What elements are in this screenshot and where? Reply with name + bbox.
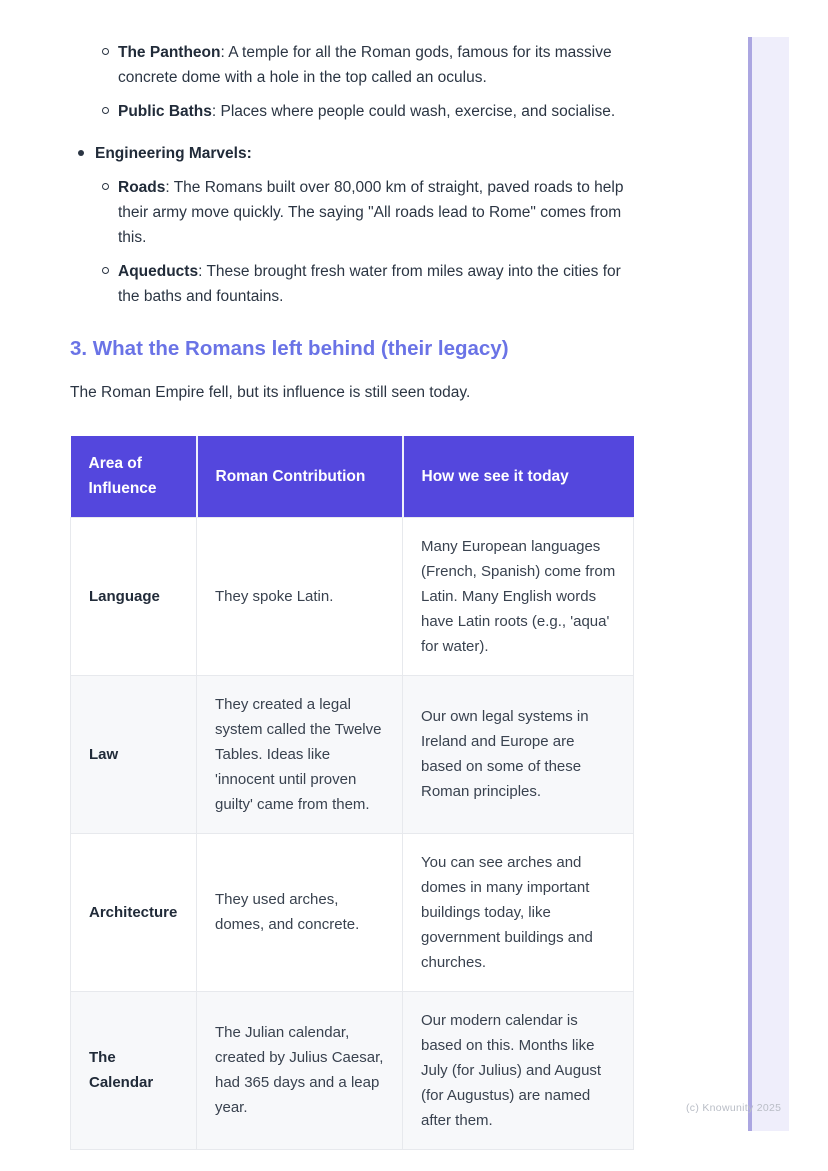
- disc-bullet-icon: [78, 150, 84, 156]
- cell-today: Many European languages (French, Spanish) come from Latin. Many English words have Latin roots (e.g., 'aqua' for water).: [403, 517, 634, 675]
- cell-today: Our own legal systems in Ireland and Europe are based on some of these Roman principles.: [403, 675, 634, 833]
- separator: :: [198, 263, 207, 280]
- engineering-list: [70, 141, 633, 309]
- list-item-desc: These brought fresh water from miles away into the cities for the baths and fountains.: [118, 263, 621, 305]
- circle-bullet-icon: [102, 48, 109, 55]
- cell-area: Language: [71, 517, 197, 675]
- cell-area: Law: [71, 675, 197, 833]
- legacy-table-body: [71, 517, 634, 1149]
- cell-area: Architecture: [71, 833, 197, 991]
- column-header-today: How we see it today: [403, 436, 634, 517]
- table-row: [71, 517, 634, 675]
- table-header-row: [71, 436, 634, 517]
- cell-today: You can see arches and domes in many important buildings today, like government buildings and churches.: [403, 833, 634, 991]
- cell-contribution: They created a legal system called the Twelve Tables. Ideas like 'innocent until proven guilty' came from them.: [197, 675, 403, 833]
- separator: :: [246, 145, 252, 162]
- circle-bullet-icon: [102, 107, 109, 114]
- list-item-desc: The Romans built over 80,000 km of straight, paved roads to help their army move quickly. The saying "All roads lead to Rome" comes from this.: [118, 179, 624, 246]
- copyright-watermark: (c) Knowunity 2025: [686, 1102, 782, 1114]
- separator: :: [165, 179, 174, 196]
- circle-bullet-icon: [102, 183, 109, 190]
- cell-contribution: They used arches, domes, and concrete.: [197, 833, 403, 991]
- cell-today: Our modern calendar is based on this. Months like July (for Julius) and August (for Augustus) are named after them.: [403, 991, 634, 1149]
- legacy-table-header: [71, 436, 634, 517]
- table-row: [71, 991, 634, 1149]
- list-item-desc: A temple for all the Roman gods, famous for its massive concrete dome with a hole in the top called an oculus.: [118, 44, 612, 86]
- list-item-term: Engineering Marvels: [95, 145, 247, 162]
- separator: :: [211, 103, 221, 120]
- next-page-edge-panel: [752, 37, 789, 1131]
- section-heading: 3. What the Romans left behind (their legacy): [70, 337, 509, 360]
- list-item-aqueducts: [70, 259, 633, 309]
- list-item-term: Public Baths: [118, 103, 212, 120]
- cell-contribution: They spoke Latin.: [197, 517, 403, 675]
- culture-sublist: [70, 40, 633, 124]
- list-item-term: Aqueducts: [118, 263, 199, 280]
- cell-contribution: The Julian calendar, created by Julius Caesar, had 365 days and a leap year.: [197, 991, 403, 1149]
- section-intro: The Roman Empire fell, but its influence is still seen today.: [70, 384, 471, 401]
- column-header-area: Area of Influence: [71, 436, 197, 517]
- list-item-pantheon: [70, 40, 633, 90]
- cell-area: The Calendar: [71, 991, 197, 1149]
- circle-bullet-icon: [102, 267, 109, 274]
- table-row: [71, 675, 634, 833]
- list-item-roads: [70, 175, 633, 250]
- table-row: [71, 833, 634, 991]
- separator: :: [220, 44, 229, 61]
- legacy-table: [70, 436, 634, 1150]
- list-item-term: Roads: [118, 179, 166, 196]
- list-item-public-baths: [70, 99, 633, 124]
- list-item-engineering-marvels: [70, 141, 633, 166]
- column-header-contribution: Roman Contribution: [197, 436, 403, 517]
- list-item-term: The Pantheon: [118, 44, 221, 61]
- page-content: [70, 40, 633, 1150]
- page-edge-bar: [748, 37, 752, 1131]
- engineering-sublist: [70, 175, 633, 309]
- list-item-desc: Places where people could wash, exercise, and socialise.: [220, 103, 616, 120]
